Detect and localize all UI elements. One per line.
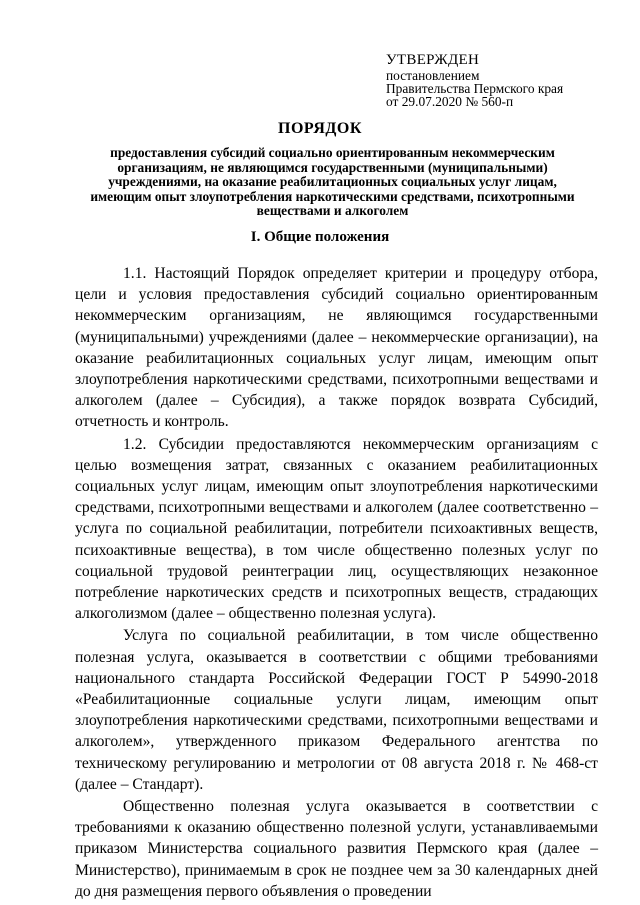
section-title: I. Общие положения	[250, 229, 390, 245]
paragraph: Услуга по социальной реабилитации, в том числе общественно полезная услуга, оказывается в соответствии с общими требованиями национального стандарта Российской Федерации ГОСТ Р 54990-2018 «Реабилитационные социальные услуги лицам, имеющим опыт злоупотребления наркотическими средствами, психотропными веществами и алкоголем», утвержденного приказом Федерального агентства по техническому регулированию и метрологии от 08 августа 2018 г. № 468-ст (далее – Стандарт).	[75, 627, 598, 793]
approval-line-1: постановлением	[386, 68, 480, 83]
approval-line-3: от 29.07.2020 № 560-п	[386, 94, 514, 109]
document-subtitle: предоставления субсидий социально ориентированным некоммерческим организациям, не являющимся государственными (муниципальными) учреждениями, на оказание реабилитационных социальных услуг лицам, имеющим опыт злоупотребления наркотическими средствами, психотропными веществами и алкоголем	[90, 145, 575, 219]
paragraph: Общественно полезная услуга оказывается в соответствии с требованиями к оказанию общественно полезной услуги, устанавливаемыми приказом Министерства социального развития Пермского края (далее – Министерство), принимаемым в срок не позднее чем за 30 календарных дней до дня размещения первого объявления о проведении	[75, 798, 598, 900]
paragraph: 1.2. Субсидии предоставляются некоммерческим организациям с целью возмещения затрат, связанных с оказанием реабилитационных социальных услуг лицам, имеющим опыт злоупотребления наркотическими средствами, психотропными веществами и алкоголем (далее соответственно – услуга по социальной реабилитации, потребители психоактивных веществ, психоактивные вещества), в том числе общественно полезных услуг по социальной трудовой реинтеграции лиц, осуществляющих незаконное потребление наркотических средств и психотропных веществ, страдающих алкоголизмом (далее – общественно полезная услуга).	[75, 435, 598, 623]
approval-stamp	[386, 52, 563, 108]
approval-line-2: Правительства Пермского края	[386, 81, 564, 96]
approval-heading: УТВЕРЖДЕН	[386, 52, 480, 68]
paragraph: 1.1. Настоящий Порядок определяет критерии и процедуру отбора, цели и условия предоставления субсидий социально ориентированным некоммерческим организациям, не являющимся государственными (муниципальными) учреждениями (далее – некоммерческие организации), на оказание реабилитационных социальных услуг лицам, имеющим опыт злоупотребления наркотическими средствами, психотропными веществами и алкоголем (далее – Субсидия), а также порядок возврата Субсидий, отчетность и контроль.	[75, 265, 598, 431]
document-title: ПОРЯДОК	[278, 120, 362, 137]
document-body	[75, 263, 598, 902]
